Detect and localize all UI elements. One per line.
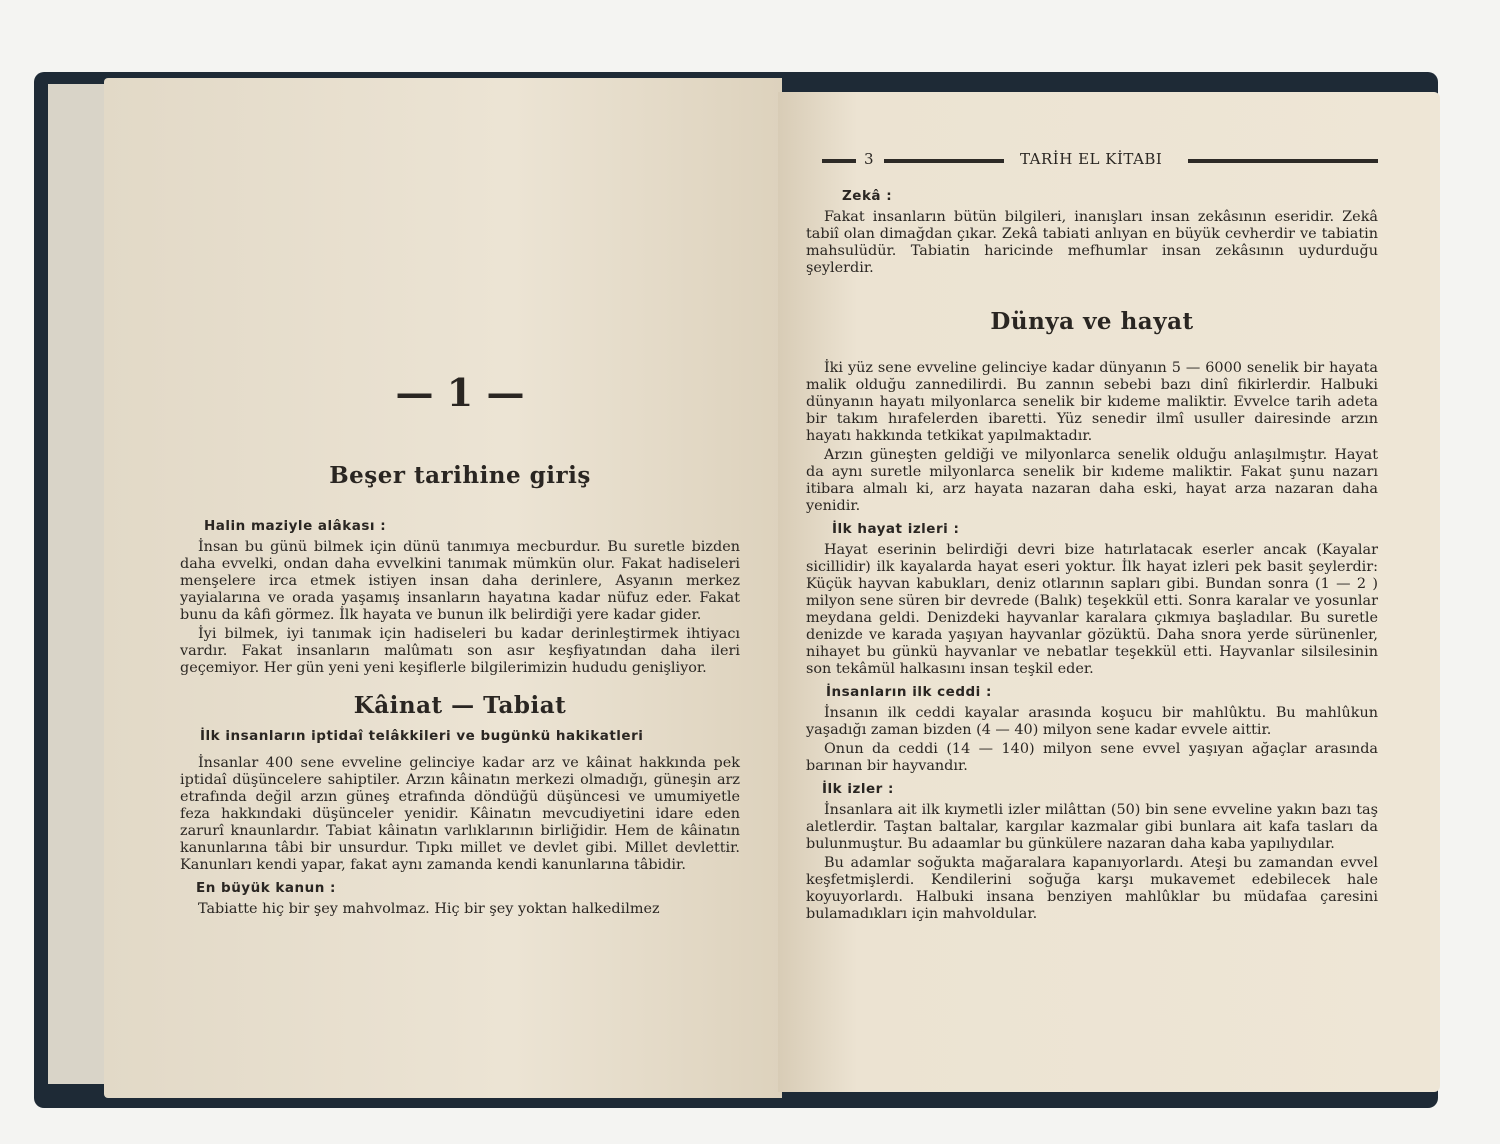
paragraph: Arzın güneşten geldiği ve milyonlarca senelik olduğu anlaşılmıştır. Hayat da aynı suretle milyonlarca senelik bir kıdeme maliktir. Fakat şunu nazarı itibara almalı ki, arz hayata nazaran daha eski, hayat arza nazaran daha yenidir. [806,447,1378,514]
section-heading: İlk hayat izleri : [832,521,960,537]
left-title-2: Kâinat — Tabiat [353,692,567,719]
paragraph: İnsanın ilk ceddi kayalar arasında koşucu bir mahlûktu. Bu mahlûkun yaşadığı zaman bizden (4 — 40) milyon sene kadar evvele aittir. [806,705,1378,738]
section-heading: En büyük kanun : [196,880,336,896]
left-title: Beşer tarihine giriş [329,462,591,489]
right-title: Dünya ve hayat [990,308,1194,335]
paragraph: İki yüz sene evveline gelinciye kadar dünyanın 5 — 6000 senelik bir hayata malik olduğu zannedilirdi. Bu zannın sebebi bazı dinî fikirlerdir. Halbuki dünyanın hayatı milyonlarca senelik bir kıdeme maliktir. Evvelce tarih adeta bir takım hırafelerden ibaretti. Yüz senedir ilmî usuller dairesinde arzın hayatı hakkında tetkikat yapılmaktadır. [806,360,1378,444]
paragraph: İyi bilmek, iyi tanımak için hadiseleri bu kadar derinleştirmek ihtiyacı vardır. Fakat insanların malûmatı son asır keşfiyatından daha ileri geçemiyor. Her gün yeni yeni keşiflerle bilgilerimizin hududu genişliyor. [180,626,740,676]
section-heading: İnsanların ilk ceddi : [826,684,992,700]
page-number: 3 [864,150,875,168]
section-heading: İlk insanların iptidaî telâkkileri ve bugünkü hakikatleri [200,728,644,744]
book-title: TARİH EL KİTABI [1020,150,1163,168]
chapter-number: — 1 — [395,370,525,415]
paragraph: Onun da ceddi (14 — 140) milyon sene evvel yaşıyan ağaçlar arasında barınan bir hayvandır. [806,741,1378,774]
right-body [806,182,1378,925]
paragraph: İnsanlara ait ilk kıymetli izler milâttan (50) bin sene evveline yakın bazı taş aletlerdir. Taştan baltalar, kargılar kazmalar gibi bunlara ait kafa tasları da bulunmuştur. Bu adaamlar bu günkülere nazaran daha kaba yapılıydılar. [806,802,1378,852]
paragraph: Hayat eserinin belirdiği devri bize hatırlatacak eserler ancak (Kayalar sicillidir) ilk kayalarda hayat eseri yoktur. İlk hayat izleri pek basit şeylerdir: Küçük hayvan kabukları, deniz otlarının sapları gibi. Bundan sonra (1 — 2 ) milyon sene süren bir devrede (Balık) teşekkül etti. Sonra karalar ve yosunlar meydana geldi. Denizdeki hayvanlar karalara çıkmıya başladılar. Bu suretle denizde ve karada yaşıyan hayvanlar gözüktü. Daha snora yerde sürünenler, nihayet bu günkü hayvanlar ve nebatlar teşekkül etti. Hayvanlar silsilesinin son tekâmül halkasını insan teşkil eder. [806,542,1378,677]
paragraph: Tabiatte hiç bir şey mahvolmaz. Hiç bir şey yoktan halkedilmez [198,901,660,917]
section-heading: Zekâ : [842,188,893,204]
running-header [822,150,1378,172]
section-heading: İlk izler : [822,781,894,797]
paragraph: İnsan bu günü bilmek için dünü tanımıya mecburdur. Bu suretle bizden daha evvelki, ondan daha evvelkini tanımak mümkün olur. Fakat hadiseleri menşelere irca etmek istiyen insan daha derinlere, Asyanın merkez yayialarına ve orada yaşamış insanların hayatına kadar nüfuz eder. Fakat bunu da kâfi görmez. İlk hayata ve bunun ilk belirdiği yere kadar gider. [180,539,740,623]
paragraph: İnsanlar 400 sene evveline gelinciye kadar arz ve kâinat hakkında pek iptidaî düşüncelere sahiptiler. Arzın kâinatın merkezi olmadığı, güneşin arz etrafında değil arzın güneş etrafında döndüğü düşüncesi ve umumiyetle feza hakkındaki düşünceler yenidir. Kâinatın mevcudiyetini idare eden zarurî knaunlardır. Tabiat kâinatın varlıklarının birliğidir. Hem de kâinatın kanunlarına tâbi bir unsurdur. Tıpkı millet ve devlet gibi. Millet devlettir. Kanunları kendi yapar, fakat aynı zamanda kendi kanunlarına tâbidir. [180,755,740,873]
section-heading: Halin maziyle alâkası : [204,518,387,534]
left-body [180,512,740,920]
header-rule [1188,159,1378,163]
paragraph: Bu adamlar soğukta mağaralara kapanıyorlardı. Ateşi bu zamandan evvel keşfetmişlerdi. Kendilerini soğuğa karşı mukavemet edebilecek hale koyuyorlardı. Halbuki insana benziyen mahlûklar bu müdafaa çaresini bulamadıkları için mahvoldular. [806,855,1378,922]
header-rule [884,159,1004,163]
header-rule [822,159,856,163]
paragraph: Fakat insanların bütün bilgileri, inanışları insan zekâsının eseridir. Zekâ tabiî olan dimağdan çıkar. Zekâ tabiati anlıyan en büyük cevherdir ve tabiatin mahsulüdür. Tabiatin haricinde mefhumlar insan zekâsının uydurduğu şeylerdir. [806,209,1378,276]
